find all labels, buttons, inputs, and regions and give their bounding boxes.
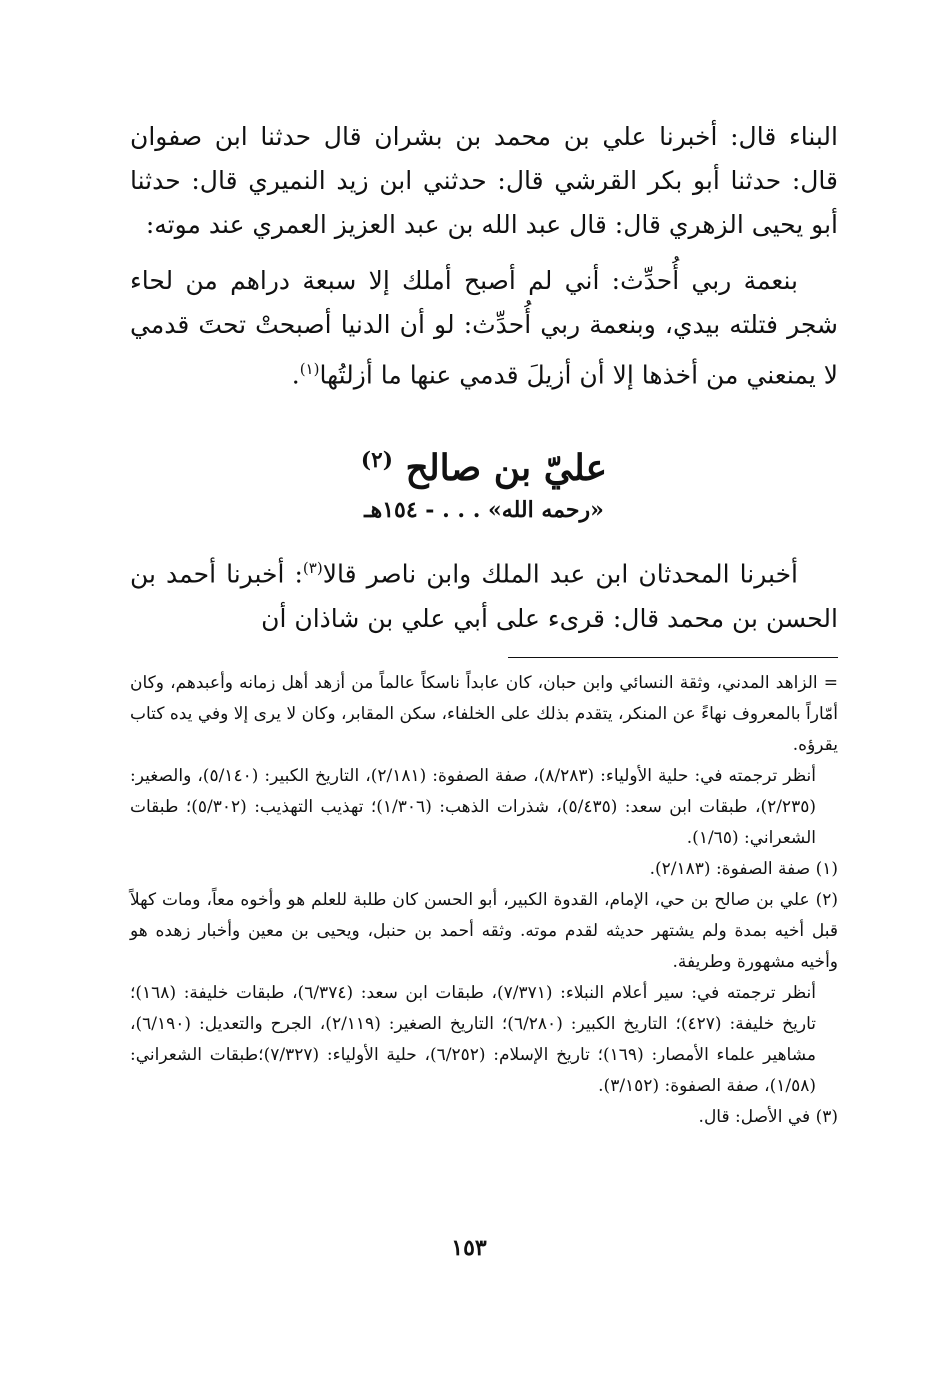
- page-number: ١٥٣: [451, 1235, 487, 1261]
- section-heading-block: [130, 437, 838, 528]
- footnote-1: (١) صفة الصفوة: (٢/١٨٣).: [649, 858, 838, 879]
- narration-end: : أخبرنا أحمد بن الحسن بن محمد قال: قرىء على أبي علي بن شاذان أن: [130, 559, 838, 633]
- body-paragraph-3: [130, 546, 838, 640]
- body-paragraph-2: [130, 259, 838, 397]
- body-paragraph-1: البناء قال: أخبرنا علي بن محمد بن بشران قال حدثنا ابن صفوان قال: حدثنا أبو بكر القرشي قال: حدثني ابن زيد النميري قال: حدثنا أبو يحيى الزهري قال: قال عبد الله بن عبد العزيز العمري عند موته:: [130, 122, 838, 239]
- section-subtitle: «رحمه الله» . . . - ١٥٤هـ: [364, 497, 604, 524]
- footnote-2: (٢) علي بن صالح بن حي، الإمام، القدوة الكبير، أبو الحسن كان طلبة للعلم هو وأخوه معاً، ومات كهلاً قبل أخيه بمدة ولم يشتهر حديثه لقدم موته. وثقه أحمد بن حنبل، ويحيى بن معين وأخبار زهده هو وأخيه مشهورة وطريفة.: [130, 889, 838, 972]
- footnote-continuation: = الزاهد المدني، وثقة النسائي وابن حبان، كان عابداً ناسكاً عالماً من أزهد أهل زمانه وأعبدهم، وكان أمّاراً بالمعروف نهاءً عن المنكر، يتقدم بذلك على الخلفاء، سكن المقابر، وكان لا يرى إلا وفي يده كتاب يقرؤه.: [130, 672, 838, 755]
- footnote-3: (٣) في الأصل: قال.: [698, 1106, 838, 1127]
- footnote-ref-1[interactable]: (١): [299, 360, 320, 378]
- footnote-continuation-references: أنظر ترجمته في: حلية الأولياء: (٨/٢٨٣)، صفة الصفوة: (٢/١٨١)، التاريخ الكبير: (٥/١٤٠)، والصغير: (٢/٢٣٥)، طبقات ابن سعد: (٥/٤٣٥)، شذرات الذهب: (١/٣٠٦)؛ تهذيب التهذيب: (٥/٣٠٢)؛ طبقات الشعراني: (١/٦٥).: [130, 765, 816, 848]
- footnote-divider: [508, 657, 838, 658]
- footnote-ref-2[interactable]: (٢): [360, 448, 393, 474]
- section-title-text: عليّ بن صالح: [405, 447, 608, 490]
- quote-end: .: [291, 360, 300, 390]
- footnotes-section: [130, 668, 838, 1133]
- narration-start: أخبرنا المحدثان ابن عبد الملك وابن ناصر قالا: [322, 559, 798, 589]
- section-title: [130, 437, 838, 492]
- quote-text: بنعمة ربي أُحدِّث: أني لم أصبح أملك إلا سبعة دراهم من لحاء شجر فتلته بيدي، وبنعمة ربي أُحدِّث: لو أن الدنيا أصبحتْ تحتَ قدمي لا يمنعني من أخذها إلا أن أزيلَ قدمي عنها ما أزلتُها: [130, 266, 838, 390]
- footnote-2-references: أنظر ترجمته في: سير أعلام النبلاء: (٧/٣٧١)، طبقات ابن سعد: (٦/٣٧٤)، طبقات خليفة: (١٦٨)؛ تاريخ خليفة: (٤٢٧)؛ التاريخ الكبير: (٦/٢٨٠)؛ التاريخ الصغير: (٢/١١٩)، الجرح والتعديل: (٦/١٩٠)، مشاهير علماء الأمصار: (١٦٩)؛ تاريخ الإسلام: (٦/٢٥٢)، حلية الأولياء: (٧/٣٢٧)؛طبقات الشعراني: (١/٥٨)، صفة الصفوة: (٣/١٥٢).: [130, 982, 816, 1096]
- footnote-ref-3[interactable]: (٣): [302, 559, 323, 578]
